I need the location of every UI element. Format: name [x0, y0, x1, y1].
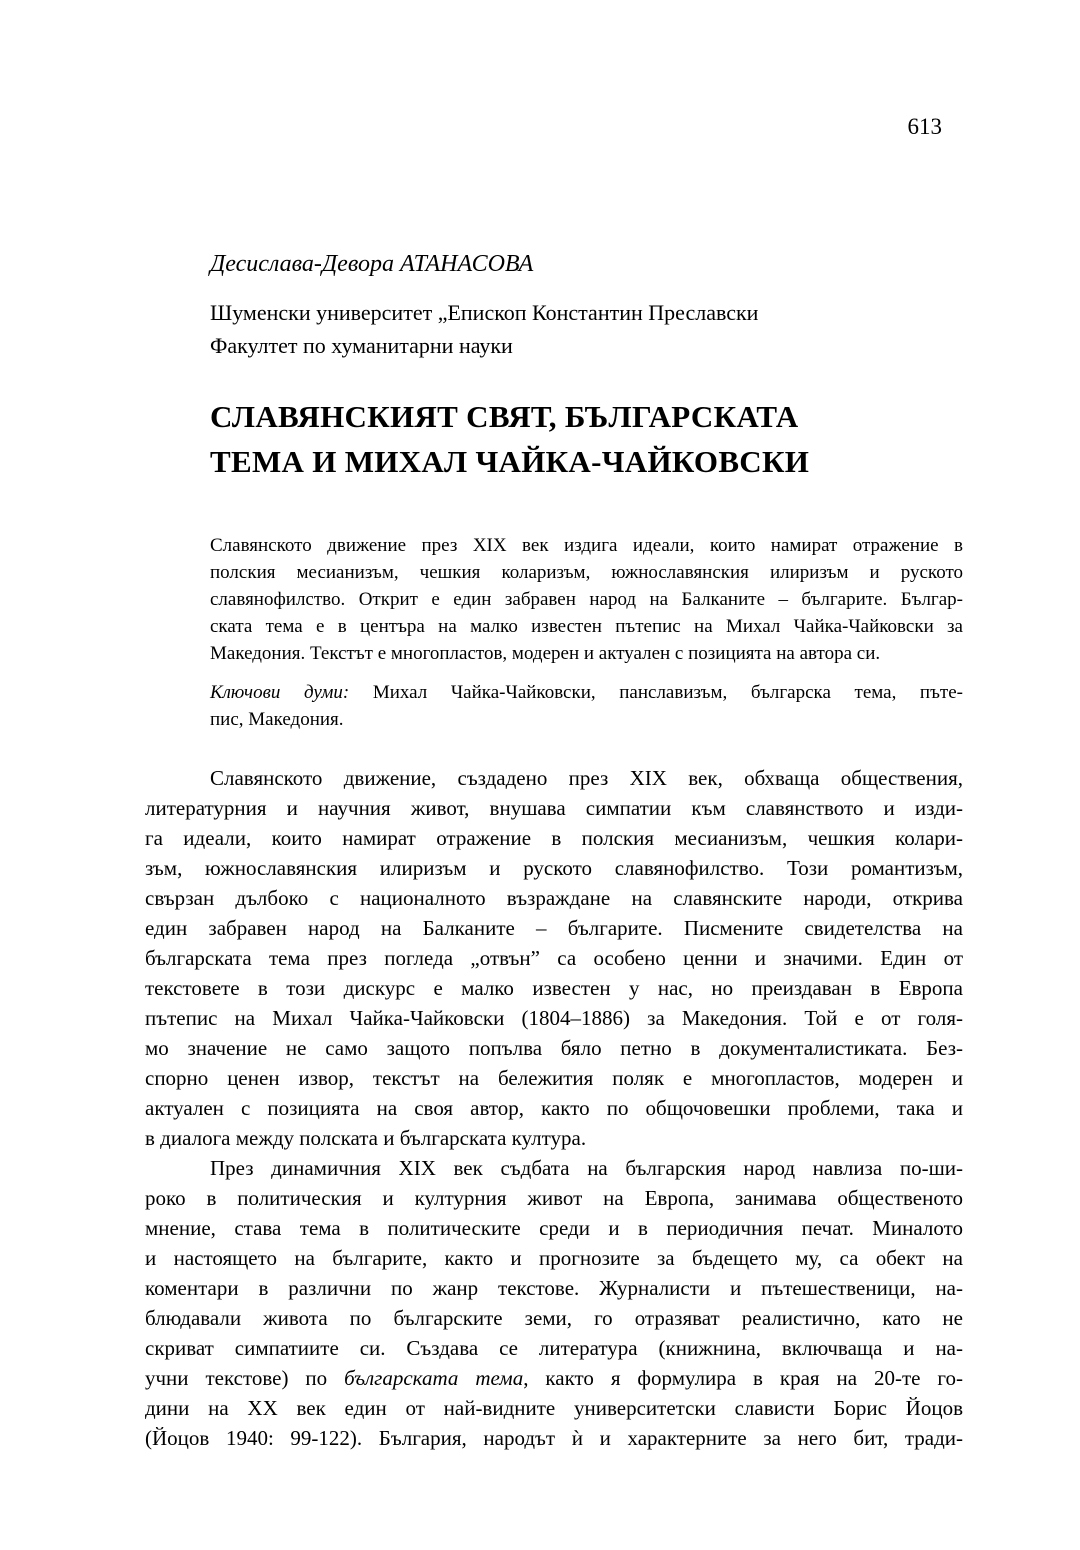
paragraph: [145, 1153, 963, 1453]
abstract: [210, 532, 963, 667]
body-text: [145, 763, 963, 1453]
text-segment: славянофилство. Открит е един забравен народ на Балканите – българите. Българ-: [210, 589, 963, 610]
text-line: [145, 853, 963, 883]
text-line: [145, 1063, 963, 1093]
text-line: [210, 640, 963, 667]
text-segment: Славянското движение през XIX век издига идеали, които намират отражение в: [210, 535, 963, 556]
text-segment: га идеали, които намират отражение в полския месианизъм, чешкия колари-: [145, 826, 963, 850]
text-line: [145, 1273, 963, 1303]
text-segment: учни текстове) по: [145, 1366, 345, 1390]
text-line: [210, 586, 963, 613]
text-line: [210, 296, 963, 329]
text-segment: зъм, южнославянския илиризъм и руското славянофилство. Този романтизъм,: [145, 856, 963, 880]
page-content: [145, 0, 963, 1453]
text-segment: актуален с позицията на своя автор, както по общочовешки проблеми, така и: [145, 1096, 963, 1120]
text-line: [210, 394, 963, 439]
text-segment: пис, Македония.: [210, 709, 344, 730]
text-segment: българската тема през погледа „отвън” са особено ценни и значими. Един от: [145, 946, 963, 970]
text-segment: Факултет по хуманитарни науки: [210, 333, 513, 358]
keywords: [210, 679, 963, 733]
text-segment: полския месианизъм, чешкия коларизъм, южнославянския илиризъм и руското: [210, 562, 963, 583]
text-segment: Славянското движение, създадено през XIX век, обхваща обществения,: [210, 766, 963, 790]
text-line: [145, 1213, 963, 1243]
text-line: [210, 679, 963, 706]
text-segment: пътепис на Михал Чайка-Чайковски (1804–1886) за Македония. Той е от голя-: [145, 1006, 963, 1030]
text-segment: ТЕМА И МИХАЛ ЧАЙКА-ЧАЙКОВСКИ: [210, 444, 810, 479]
text-line: [145, 1363, 963, 1393]
text-segment: Ключови думи:: [210, 682, 350, 703]
text-segment: (Йоцов 1940: 99-122). България, народът ѝ и характерните за него бит, тради-: [145, 1426, 963, 1450]
text-line: [145, 1093, 963, 1123]
text-line: [145, 1153, 963, 1183]
paragraph: [145, 763, 963, 1153]
text-line: [145, 1183, 963, 1213]
author-name: Десислава-Девора АТАНАСОВА: [210, 251, 534, 277]
text-segment: скриват симпатиите си. Създава се литература (книжнина, включваща и на-: [145, 1336, 963, 1360]
text-line: [145, 1333, 963, 1363]
text-segment: един забравен народ на Балканите – българите. Писмените свидетелства на: [145, 916, 963, 940]
article-title: [210, 394, 963, 484]
text-line: [210, 329, 963, 362]
text-line: [145, 1003, 963, 1033]
text-segment: ската тема е в центъра на малко известен пътепис на Михал Чайка-Чайковски за: [210, 616, 963, 637]
text-line: [145, 1243, 963, 1273]
text-line: [210, 439, 963, 484]
text-line: [145, 1303, 963, 1333]
text-segment: мо значение не само защото попълва бяло петно в документалистиката. Без-: [145, 1036, 963, 1060]
text-segment: и настоящето на българите, както и прогнозите за бъдещето му, са обект на: [145, 1246, 963, 1270]
text-segment: роко в политическия и културния живот на Европа, занимава общественото: [145, 1186, 963, 1210]
text-line: [145, 913, 963, 943]
text-segment: в диалога между полската и българската култура.: [145, 1126, 587, 1150]
text-segment: Михал Чайка-Чайковски, панславизъм, българска тема, пъте-: [349, 682, 963, 703]
text-line: [145, 883, 963, 913]
text-segment: българската тема: [344, 1366, 524, 1390]
text-segment: литературния и научния живот, внушава симпатии към славянството и изди-: [145, 796, 963, 820]
text-segment: свързан дълбоко с националното възраждане на славянските народи, открива: [145, 886, 963, 910]
text-segment: , както я формулира в края на 20-те го-: [523, 1366, 963, 1390]
page-number: 613: [907, 114, 942, 139]
text-segment: блюдавали живота по българските земи, го отразяват реалистично, като не: [145, 1306, 963, 1330]
text-line: [145, 823, 963, 853]
affiliation: [210, 296, 963, 362]
text-line: [145, 763, 963, 793]
text-segment: Шуменски университет „Епископ Константин Преславски: [210, 300, 759, 325]
text-segment: коментари в различни по жанр текстове. Журналисти и пътешественици, на-: [145, 1276, 963, 1300]
text-line: [145, 973, 963, 1003]
text-line: [145, 943, 963, 973]
text-segment: През динамичния XIX век съдбата на българския народ навлиза по-ши-: [210, 1156, 963, 1180]
text-segment: Македония. Текстът е многопластов, модерен и актуален с позицията на автора си.: [210, 643, 881, 664]
text-line: [210, 532, 963, 559]
text-line: [145, 793, 963, 823]
text-line: [145, 1423, 963, 1453]
text-line: [145, 1033, 963, 1063]
text-line: [210, 706, 963, 733]
text-segment: мнение, става тема в политическите среди и в периодичния печат. Миналото: [145, 1216, 963, 1240]
text-segment: спорно ценен извор, текстът на бележития поляк е многопластов, модерен и: [145, 1066, 963, 1090]
text-line: [145, 1123, 963, 1153]
text-line: [210, 559, 963, 586]
text-line: [145, 1393, 963, 1423]
text-segment: СЛАВЯНСКИЯТ СВЯТ, БЪЛГАРСКАТА: [210, 399, 799, 434]
text-segment: текстовете в този дискурс е малко известен у нас, но преиздаван в Европа: [145, 976, 963, 1000]
text-line: [210, 613, 963, 640]
text-segment: дини на XX век един от най-видните университетски слависти Борис Йоцов: [145, 1396, 963, 1420]
